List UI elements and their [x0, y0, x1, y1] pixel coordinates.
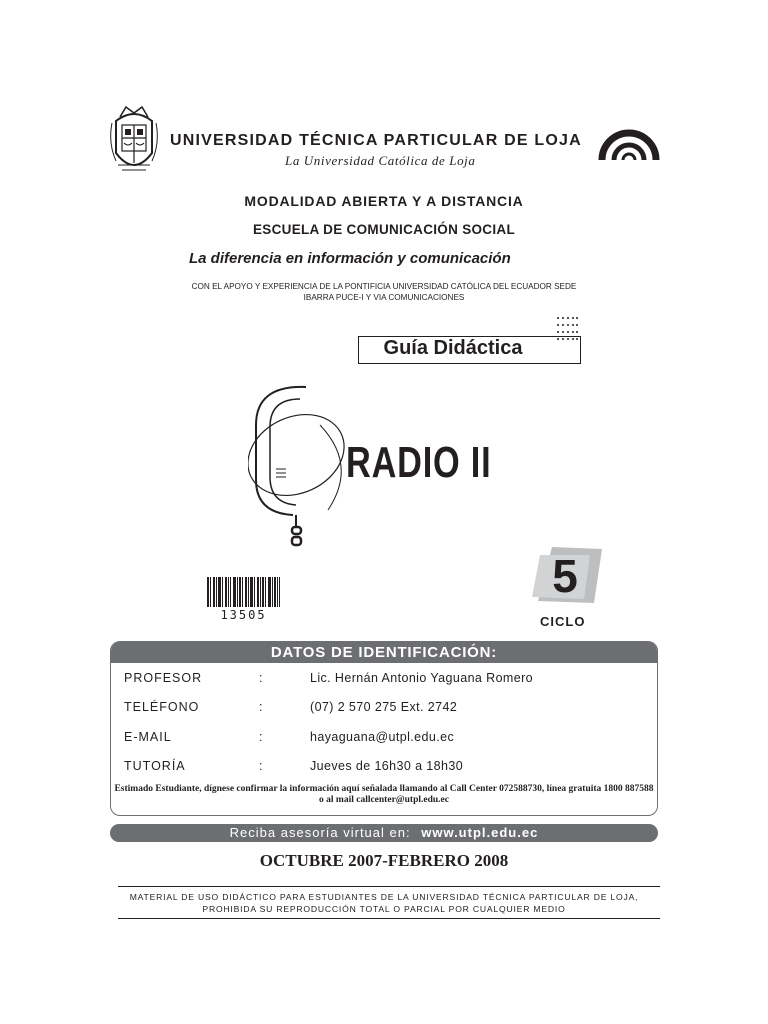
telefono-label: TELÉFONO [124, 700, 200, 714]
identification-panel [110, 641, 658, 816]
usage-notice-line-2: PROHIBIDA SU REPRODUCCIÓN TOTAL O PARCIAL POR CUALQUIER MEDIO [202, 904, 566, 914]
notice-line-1: Estimado Estudiante, dígnese confirmar la información aquí señalada llamando al Call Center 072588730, línea gratuita 1800 887588 [114, 784, 654, 794]
email-label: E-MAIL [124, 730, 172, 744]
barcode-number: 13505 [220, 608, 267, 622]
modalidad-heading: MODALIDAD ABIERTA Y A DISTANCIA [244, 193, 524, 209]
apoyo-line-1: CON EL APOYO Y EXPERIENCIA DE LA PONTIFICIA UNIVERSIDAD CATÓLICA DEL ECUADOR SEDE [191, 282, 577, 291]
virtual-advisory-url: www.utpl.edu.ec [421, 825, 539, 840]
virtual-advisory-bar [110, 824, 658, 842]
guia-label: Guía Didáctica [383, 337, 523, 359]
apoyo-line-2: IBARRA PUCE-I Y VIA COMUNICACIONES [303, 293, 465, 302]
tutoria-label: TUTORÍA [124, 759, 186, 773]
tutoria-separator: : [259, 759, 263, 773]
email-separator: : [259, 730, 263, 744]
barcode-icon [207, 577, 280, 607]
academic-period: OCTUBRE 2007-FEBRERO 2008 [259, 851, 509, 870]
email-value: hayaguana@utpl.edu.ec [310, 730, 455, 744]
footer-rule-bottom [118, 918, 660, 919]
course-title: RADIO II [346, 438, 492, 487]
usage-notice-line-1: MATERIAL DE USO DIDÁCTICO PARA ESTUDIANTES DE LA UNIVERSIDAD TÉCNICA PARTICULAR DE LOJA, [129, 892, 639, 902]
confirmation-notice [111, 784, 657, 806]
virtual-advisory-text: Reciba asesoría virtual en: [229, 825, 411, 840]
utpl-arcs-logo-icon [598, 110, 660, 168]
university-name: UNIVERSIDAD TÉCNICA PARTICULAR DE LOJA [170, 132, 582, 149]
notice-line-2: o al mail callcenter@utpl.edu.ec [319, 795, 449, 805]
telefono-separator: : [259, 700, 263, 714]
profesor-separator: : [259, 671, 263, 685]
dot-grid-icon [555, 315, 579, 345]
profesor-value: Lic. Hernán Antonio Yaguana Romero [310, 671, 533, 685]
profesor-label: PROFESOR [124, 671, 203, 685]
lema-text: La diferencia en información y comunicación [189, 250, 511, 267]
escuela-heading: ESCUELA DE COMUNICACIÓN SOCIAL [252, 222, 515, 237]
apoyo-note [0, 281, 768, 303]
telefono-value: (07) 2 570 275 Ext. 2742 [310, 700, 458, 714]
university-crest-icon [108, 103, 160, 179]
identification-header: DATOS DE IDENTIFICACIÓN: [111, 642, 657, 663]
tutoria-value: Jueves de 16h30 a 18h30 [310, 759, 464, 773]
footer-rule-top [118, 886, 660, 887]
usage-notice [0, 891, 768, 915]
ciclo-label: CICLO [540, 614, 586, 629]
ciclo-number: 5 [552, 550, 578, 602]
microphone-icon [248, 385, 358, 550]
university-subtitle: La Universidad Católica de Loja [285, 153, 476, 168]
